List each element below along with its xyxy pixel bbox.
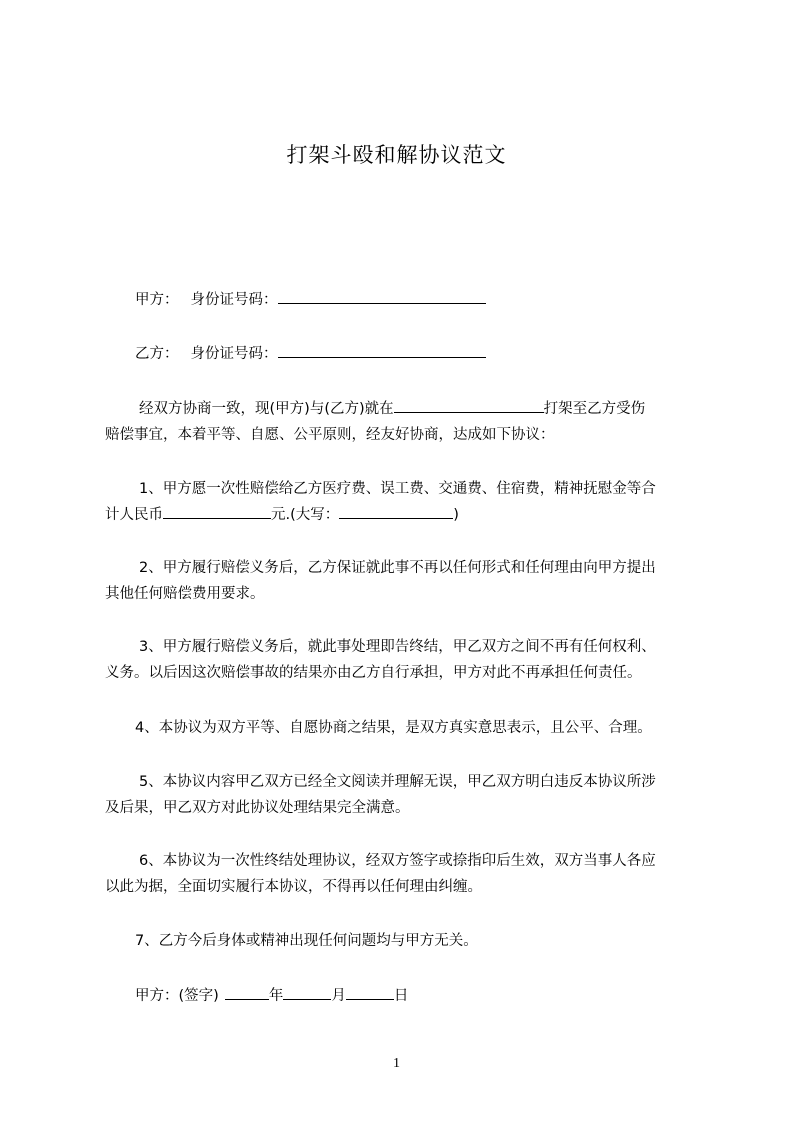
- party-a-label: 甲方：: [135, 292, 179, 308]
- clause-7-line-1: 7、乙方今后身体或精神出现任何问题均与甲方无关。: [135, 933, 478, 949]
- party-b-id-blank[interactable]: [278, 343, 486, 358]
- clause-1-line-1: 1、甲方愿一次性赔偿给乙方医疗费、误工费、交通费、住宿费，精神抚慰金等合: [139, 481, 656, 497]
- clause-2-line-2: 其他任何赔偿费用要求。: [105, 586, 265, 602]
- clause-3-line-1: 3、甲方履行赔偿义务后，就此事处理即告终结，甲乙双方之间不再有任何权利、: [139, 639, 656, 655]
- incident-location-blank[interactable]: [394, 398, 544, 413]
- intro-text-1b: 打架至乙方受伤: [543, 401, 646, 417]
- clause-5-line-2: 及后果，甲乙双方对此协议处理结果完全满意。: [105, 800, 410, 816]
- month-label: 月: [331, 988, 346, 1004]
- intro-text-1a: 经双方协商一致，现(甲方)与(乙方)就在: [139, 401, 394, 417]
- signature-line: [135, 984, 735, 1008]
- day-label: 日: [393, 988, 409, 1004]
- month-blank[interactable]: [283, 985, 331, 1000]
- year-blank[interactable]: [225, 985, 269, 1000]
- party-a-id-blank[interactable]: [278, 289, 486, 304]
- intro-line-1: [139, 397, 739, 421]
- party-b-id-label: 身份证号码：: [190, 346, 278, 362]
- clause-3-line-2: 义务。以后因这次赔偿事故的结果亦由乙方自行承担，甲方对此不再承担任何责任。: [105, 665, 642, 681]
- clause-6-line-1: 6、本协议为一次性终结处理协议，经双方签字或捺指印后生效，双方当事人各应: [139, 853, 656, 869]
- clause-6-line-2: 以此为据，全面切实履行本协议，不得再以任何理由纠缠。: [105, 879, 482, 895]
- amount-uppercase-blank[interactable]: [339, 504, 453, 519]
- party-b-label: 乙方：: [135, 346, 179, 362]
- clause-1-text-a: 计人民币: [105, 507, 163, 523]
- clause-1-text-b: 元.(大写：: [271, 507, 340, 523]
- clause-1-text-c: ): [453, 507, 459, 523]
- party-a-id-label: 身份证号码：: [190, 292, 278, 308]
- party-b-line: [135, 342, 735, 366]
- day-blank[interactable]: [346, 985, 394, 1000]
- clause-4-line-1: 4、本协议为双方平等、自愿协商之结果，是双方真实意思表示，且公平、合理。: [135, 720, 652, 736]
- clause-1-line-2: [105, 503, 705, 527]
- intro-line-2: 赔偿事宜，本着平等、自愿、公平原则，经友好协商，达成如下协议：: [105, 427, 555, 443]
- page-number: 1: [393, 1056, 400, 1071]
- amount-blank[interactable]: [163, 504, 271, 519]
- party-a-line: [135, 288, 735, 312]
- year-label: 年: [268, 988, 284, 1004]
- signature-label: 甲方：(签字): [135, 988, 219, 1004]
- clause-2-line-1: 2、甲方履行赔偿义务后，乙方保证就此事不再以任何形式和任何理由向甲方提出: [139, 560, 656, 576]
- clause-5-line-1: 5、本协议内容甲乙双方已经全文阅读并理解无误，甲乙双方明白违反本协议所涉: [139, 774, 656, 790]
- document-title: 打架斗殴和解协议范文: [286, 143, 507, 167]
